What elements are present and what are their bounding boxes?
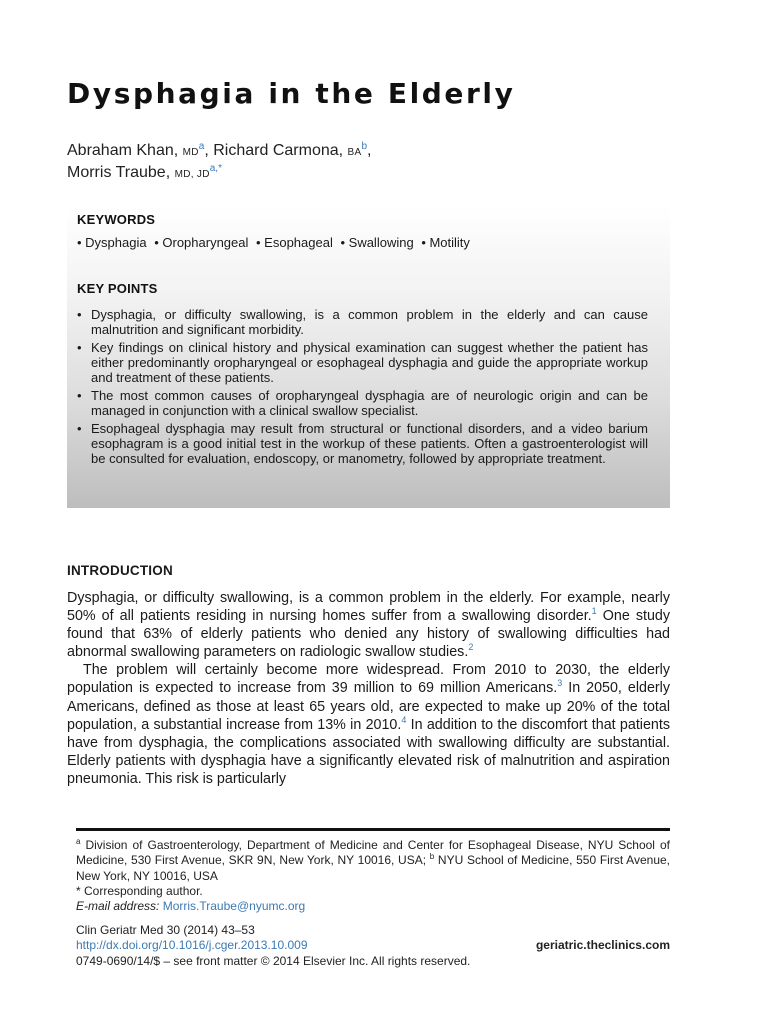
author-separator: , (367, 142, 372, 159)
text-run: In 2050, elderly Americans, defined as those at least 65 years old, are expected to make up 20% of the total population, a substantial increase from 13% in 2010. (67, 680, 671, 733)
article-title: Dysphagia in the Elderly (67, 77, 516, 110)
author-degree: MD (182, 147, 199, 158)
key-point-item: • Dysphagia, or difficulty swallowing, is a common problem in the elderly and can cause malnutrition and significant morbidity. (77, 307, 648, 337)
reference-link[interactable]: 4 (401, 714, 407, 725)
email-line (76, 899, 670, 914)
author-name: Morris Traube, (67, 164, 171, 181)
reference-link[interactable]: 2 (468, 642, 474, 653)
journal-site: geriatric.theclinics.com (535, 938, 670, 953)
text-run: In addition to the discomfort that patients have from dysphagia, the complications associated with swallowing difficulty are substantial. Elderly patients with dysphagia have a significantly elevated risk of malnutrition and aspiration pneumonia. This risk is particularly (67, 716, 670, 787)
author-name: , Richard Carmona, (204, 142, 344, 159)
text-run: Dysphagia, or difficulty swallowing, is a common problem in the elderly. For example, nearly 50% of all patients residing in nursing homes suffer from a swallowing disorder. (67, 590, 670, 625)
text-run: One study found that 63% of elderly patients who denied any history of swallowing difficulties had abnormal swallowing parameters on radiologic swallow studies. (67, 608, 671, 661)
email-link[interactable]: Morris.Traube@nyumc.org (162, 899, 306, 914)
affiliation-marker: a (76, 837, 81, 846)
author-degree: BA (347, 147, 362, 158)
key-point-item: • Key findings on clinical history and physical examination can suggest whether the patient has either predominantly oropharyngeal or esophageal dysphagia and guide the appropriate workup and treatment of these patients. (77, 340, 648, 386)
footnotes (76, 838, 670, 914)
key-point-item: • Esophageal dysphagia may result from structural or functional disorders, and a video barium esophagram is a good initial test in the workup of these patients. Often a gastroenterologist will be consulted for evaluation, endoscopy, or manometry, followed by appropriate treatment. (77, 421, 648, 467)
reference-link[interactable]: 3 (557, 678, 563, 689)
introduction-heading: INTRODUCTION (67, 563, 173, 578)
keywords-list (77, 235, 474, 250)
affiliation-text: NYU School of Medicine, 550 First Avenue, New York, NY 10016, USA (76, 853, 671, 883)
email-label: E-mail address: (76, 899, 160, 914)
keyword-item: • Motility (421, 235, 470, 250)
keyword-item: • Esophageal (256, 235, 333, 250)
affiliation-text: Division of Gastroenterology, Department of Medicine and Center for Esophageal Disease, NYU School of Medicine, 530 First Avenue, SKR 9N, New York, NY 10016, USA; (76, 838, 670, 868)
affiliation-marker[interactable]: a (198, 141, 205, 152)
key-point-item: • The most common causes of oropharyngeal dysphagia are of neurologic origin and can be managed in conjunction with a clinical swallow specialist. (77, 388, 648, 418)
key-points-heading: KEY POINTS (77, 281, 158, 296)
keywords-keypoints-box (67, 206, 670, 508)
journal-citation: Clin Geriatr Med 30 (2014) 43–53 (76, 923, 255, 937)
copyright-text: 0749-0690/14/$ – see front matter © 2014 Elsevier Inc. All rights reserved. (76, 953, 471, 968)
paragraph (67, 661, 670, 788)
paragraph (67, 589, 670, 661)
author-line-1 (67, 141, 372, 163)
journal-row (76, 923, 670, 938)
introduction-body (67, 589, 670, 788)
affiliation-marker: b (429, 852, 435, 862)
affiliations (76, 838, 670, 884)
author-line-2 (67, 163, 372, 185)
keyword-item: • Dysphagia (77, 235, 147, 250)
affiliation-marker[interactable]: a,* (209, 163, 222, 174)
citation-block (76, 923, 670, 969)
keyword-item: • Swallowing (340, 235, 414, 250)
author-degree: MD, JD (174, 169, 210, 180)
corresponding-author: * Corresponding author. (76, 883, 203, 898)
footnote-divider (76, 828, 670, 831)
doi-link[interactable]: http://dx.doi.org/10.1016/j.cger.2013.10.009 (76, 938, 308, 953)
text-run: The problem will certainly become more widespread. From 2010 to 2030, the elderly population is expected to increase from 39 million to 69 million Americans. (67, 662, 670, 697)
author-name: Abraham Khan, (67, 142, 179, 159)
keyword-item: • Oropharyngeal (154, 235, 249, 250)
author-list (67, 141, 372, 185)
doi-row (76, 938, 670, 953)
reference-link[interactable]: 1 (591, 606, 597, 617)
copyright-row (76, 954, 670, 969)
keywords-heading: KEYWORDS (77, 212, 156, 227)
affiliation-marker[interactable]: b (361, 141, 368, 152)
key-points-list (77, 307, 648, 469)
